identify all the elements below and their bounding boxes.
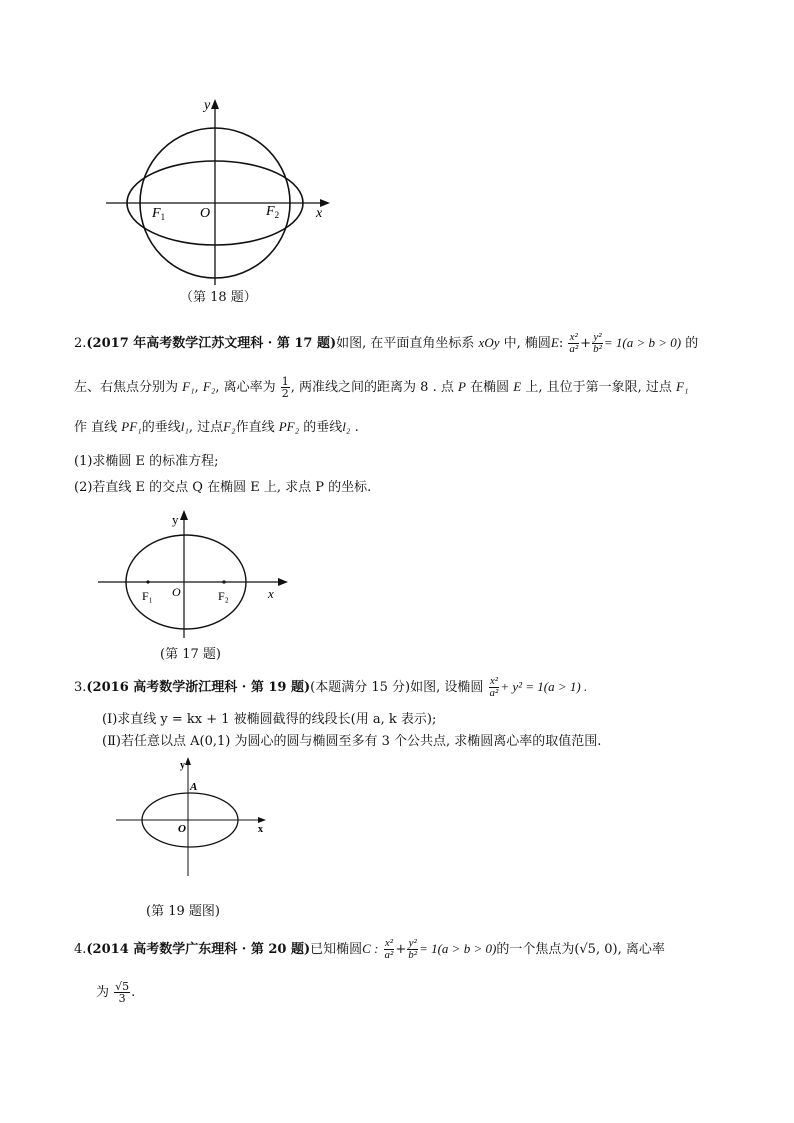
q2-line2: 左、右焦点分别为 F₁, F₂, 离心率为 $\frac{1}{2}$ , 两准线之间的距离为 8 . 点 P 在椭圆 E 上, 且位于第一象限, 过点 F₁ xyxy=(74,375,689,400)
q3-part2: (Ⅱ)若任意以点 A(0,1) 为圆心的圆与椭圆至多有 3 个公共点, 求椭圆离心率的取值范围. xyxy=(102,734,602,749)
x-label: x xyxy=(316,206,323,221)
y-axis-arrow xyxy=(180,510,188,520)
origin-label: O xyxy=(172,585,181,599)
y-label: y xyxy=(172,512,179,527)
q2-line1: 2.(2017 年高考数学江苏文理科 · 第 17 题)如图, 在平面直角坐标系 xOy 中, 椭圆E: $\frac{\text{x²}}{\text{a²}}$ + $\frac{\text{y²}}{\text{b²}}$ = 1(a > b > 0) 的 xyxy=(74,331,699,355)
figure-19 xyxy=(112,754,282,880)
q4-frac-ecc: $\frac{√5}{3}$ xyxy=(115,980,130,1005)
q2-part2: (2)若直线 E 的交点 Q 在椭圆 E 上, 求点 P 的坐标. xyxy=(74,480,372,495)
f2-label: F₂ xyxy=(218,589,229,603)
x-label: x xyxy=(268,586,274,601)
x-axis-arrow xyxy=(258,817,266,823)
origin-label: O xyxy=(178,823,186,835)
q2-half: $\frac{1}{2}$ xyxy=(281,375,289,400)
f1-point xyxy=(146,580,149,583)
q4-line1: 4.(2014 高考数学广东理科 · 第 20 题)已知椭圆C : $\frac{\text{x²}}{\text{a²}}$ + $\frac{\text{y²}}{\text{b²}}$ = 1(a > b > 0)的一个焦点为(√5, 0), 离心率 xyxy=(74,937,665,961)
q2-number: 2. xyxy=(74,336,87,351)
q4-line2: 为 $\frac{√5}{3}$ . xyxy=(96,980,136,1005)
figure-17 xyxy=(92,506,302,646)
q2-source: (2017 年高考数学江苏文理科 · 第 17 题) xyxy=(86,336,337,351)
y-axis-arrow xyxy=(185,757,191,765)
q2-frac-y: $\frac{\text{y²}}{\text{b²}}$ xyxy=(593,331,602,355)
q3-line1: 3.(2016 高考数学浙江理科 · 第 19 题)(本题满分 15 分)如图, 设椭圆 $\frac{\text{x²}}{\text{a²}}$ + y² = 1(a > 1) . xyxy=(74,675,588,699)
q2-part1: (1)求椭圆 E 的标准方程; xyxy=(74,454,219,469)
q4-frac-y: $\frac{\text{y²}}{\text{b²}}$ xyxy=(408,937,418,961)
origin-label: O xyxy=(200,206,211,221)
fig18-caption: （第 18 题） xyxy=(180,290,257,305)
a-label: A xyxy=(190,781,198,793)
x-axis-arrow xyxy=(278,578,288,586)
q3-frac: $\frac{\text{x²}}{\text{a²}}$ xyxy=(489,675,499,699)
f2-label: $F_2$ xyxy=(266,204,280,220)
q3-part1: (Ⅰ)求直线 y = kx + 1 被椭圆截得的线段长(用 a, k 表示); xyxy=(102,712,437,727)
f1-label: F₁ xyxy=(142,589,153,603)
figure-18 xyxy=(100,95,340,305)
q4-frac-x: $\frac{\text{x²}}{\text{a²}}$ xyxy=(384,937,394,961)
y-label: y xyxy=(180,760,185,771)
fig19-caption: (第 19 题图) xyxy=(146,904,220,919)
y-axis-arrow xyxy=(211,99,219,109)
x-label: x xyxy=(258,824,263,835)
q2-line3: 作 直线 PF₁的垂线l₁, 过点F₂作直线 PF₂ 的垂线l₂ . xyxy=(74,419,359,435)
f2-point xyxy=(222,580,225,583)
f1-label: $F_1$ xyxy=(152,206,166,222)
q2-frac-x: $\frac{\text{x²}}{\text{a²}}$ xyxy=(569,331,579,355)
y-label: y xyxy=(204,98,211,113)
fig17-caption: (第 17 题) xyxy=(160,647,221,662)
